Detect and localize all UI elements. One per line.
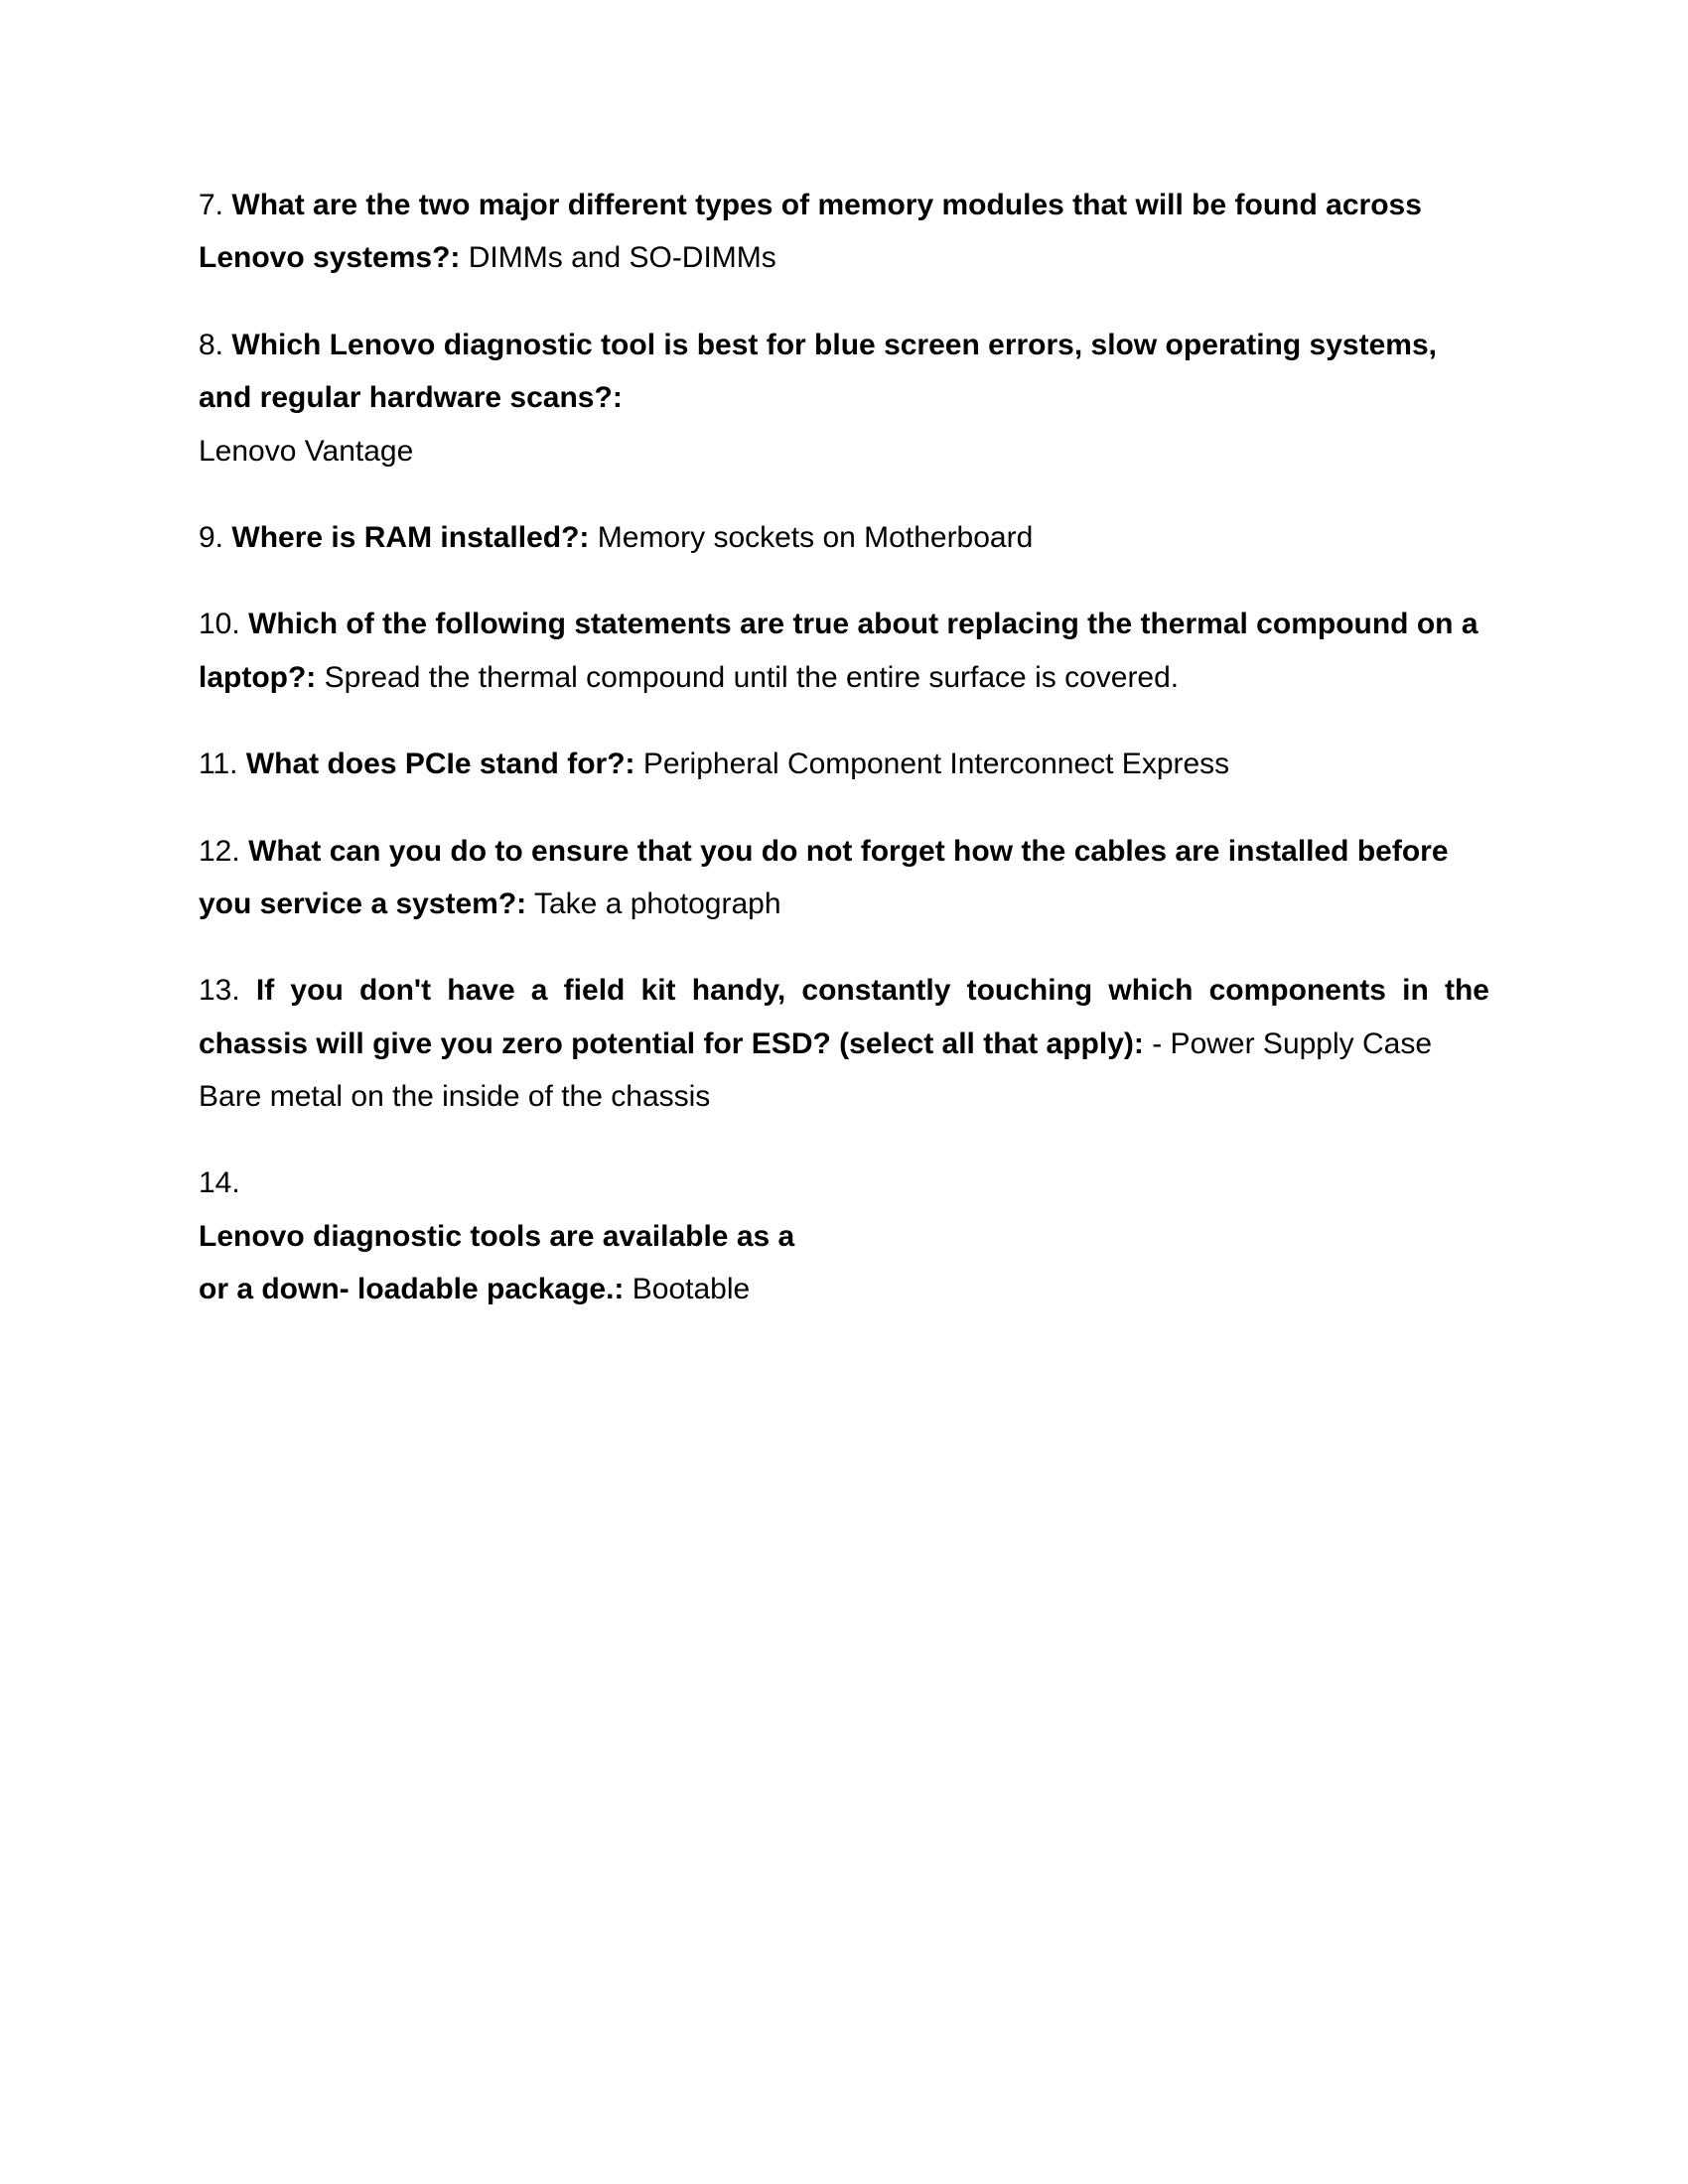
answer-text-7: DIMMs and SO-DIMMs: [468, 241, 776, 275]
question-number-7: 7.: [199, 189, 224, 221]
question-number-10: 10.: [199, 608, 240, 641]
qa-item-14: [199, 1157, 1489, 1263]
question-number-11: 11.: [199, 748, 238, 781]
question-number-12: 12.: [199, 834, 240, 868]
question-number-8: 8.: [199, 328, 224, 361]
answer-text-11: Peripheral Component Interconnect Express: [642, 748, 1230, 781]
qa-item-12: [199, 825, 1489, 931]
question-text-8: Which Lenovo diagnostic tool is best for blue screen errors, slow operating systems, and regular hardware scans?:: [199, 328, 1437, 415]
qa-item-8: [199, 319, 1489, 478]
question-number-14: 14.: [199, 1166, 240, 1200]
answer-text-14: Bootable: [632, 1273, 751, 1306]
question-text-12: What can you do to ensure that you do not forget how the cables are installed before you service a system?:: [199, 834, 1449, 920]
question-number-9: 9.: [199, 520, 224, 554]
question-number-13: 13.: [199, 974, 240, 1008]
question-text-11: What does PCIe stand for?:: [245, 748, 635, 781]
qa-item-14-line2: [199, 1263, 1489, 1315]
qa-item-10: [199, 598, 1489, 704]
answer-text-12: Take a photograph: [533, 887, 781, 920]
question-text-9: Where is RAM installed?:: [231, 520, 590, 554]
answer-text-13-line2: Bare metal on the inside of the chassis: [199, 1080, 711, 1114]
qa-item-13: [199, 964, 1489, 1070]
answer-text-9: Memory sockets on Motherboard: [597, 520, 1034, 554]
answer-text-13: - Power Supply Case: [1152, 1026, 1433, 1060]
question-text-14-line1: Lenovo diagnostic tools are available as a: [199, 1219, 795, 1253]
answer-text-8: Lenovo Vantage: [199, 434, 414, 468]
answer-text-10: Spread the thermal compound until the entire surface is covered.: [324, 660, 1180, 694]
question-text-13: If you don't have a field kit handy, constantly touching which components in the chassis will give you zero potential for ESD? (select all that apply):: [199, 974, 1489, 1060]
qa-item-9: [199, 511, 1489, 564]
question-text-7: What are the two major different types of memory modules that will be found across Lenovo systems?:: [199, 189, 1422, 275]
qa-item-11: [199, 738, 1489, 790]
question-text-14-line2: or a down- loadable package.:: [199, 1273, 625, 1306]
question-text-10: Which of the following statements are true about replacing the thermal compound on a laptop?:: [199, 608, 1478, 694]
qa-item-7: [199, 179, 1489, 285]
